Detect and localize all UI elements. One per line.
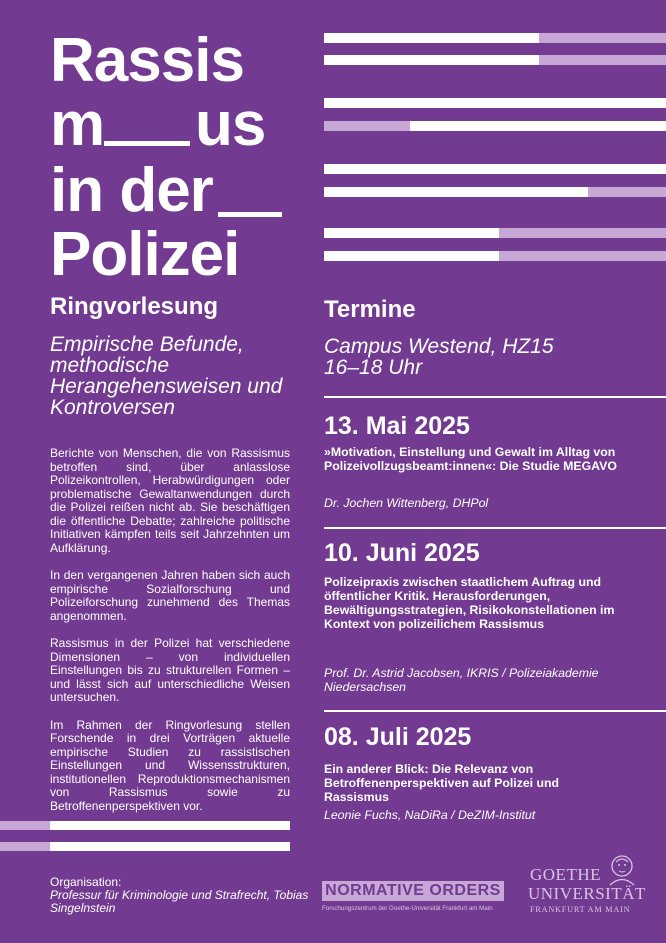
- event-2-speaker: Prof. Dr. Astrid Jacobsen, IKRIS / Polizeiakademie Niedersachsen: [324, 666, 599, 694]
- title-line-2-left: m: [50, 90, 105, 159]
- time: 16–18 Uhr: [324, 356, 423, 379]
- ringvorlesung-heading: Ringvorlesung: [50, 293, 219, 320]
- goethe-logo-line-1: GOETHE: [530, 865, 601, 884]
- stripe: [324, 228, 499, 238]
- normative-orders-logo: NORMATIVE ORDERS: [322, 881, 504, 901]
- lecture-subtitle: Empirische Befunde, methodische Herangehensweisen und Kontroversen: [50, 333, 283, 419]
- divider: [324, 396, 666, 398]
- event-1-title: »Motivation, Einstellung und Gewalt im Alltag von Polizeivollzugsbeamt:innen«: Die Studie MEGAVO: [324, 445, 617, 473]
- stripe: [324, 164, 666, 174]
- goethe-portrait-icon: [604, 852, 640, 886]
- stripe: [324, 98, 666, 108]
- normative-orders-subtitle: Forschungszentrum der Goethe-Universität Frankfurt am Main: [322, 905, 493, 912]
- title-line-3-underline: [218, 212, 282, 217]
- stripe: [324, 187, 588, 197]
- stripe: [0, 821, 50, 830]
- stripe: [539, 33, 666, 43]
- divider: [324, 710, 666, 712]
- title-line-2-right: us: [195, 90, 266, 159]
- title-line-3: in der: [50, 156, 213, 225]
- stripe: [410, 121, 666, 131]
- event-2-date: 10. Juni 2025: [324, 539, 480, 567]
- stripe: [499, 251, 666, 261]
- intro-paragraph-2: In den vergangenen Jahren haben sich auch empirische Sozialforschung und Polizeiforschung zunehmend des Themas angenommen.: [50, 568, 290, 623]
- organisation-label: Organisation:: [50, 875, 122, 889]
- event-1-date: 13. Mai 2025: [324, 412, 470, 440]
- stripe: [499, 228, 666, 238]
- divider: [324, 527, 666, 529]
- intro-text: [50, 447, 290, 827]
- stripe: [50, 842, 290, 851]
- intro-paragraph-4: Im Rahmen der Ringvorlesung stellen Forschende in drei Vorträgen aktuelle empirische Studien zu rassistischen Einstellungen und Wissensstrukturen, institutionellen Reproduktionsmechanismen von Rassismus sowie zu Betroffenenperspektiven vor.: [50, 717, 290, 813]
- stripe: [324, 121, 410, 131]
- stripe: [0, 842, 50, 851]
- event-3-speaker: Leonie Fuchs, NaDiRa / DeZIM-Institut: [324, 808, 536, 822]
- stripe: [324, 33, 539, 43]
- goethe-logo-line-2: UNIVERSITÄT: [528, 884, 646, 903]
- event-3-date: 08. Juli 2025: [324, 723, 472, 751]
- goethe-logo-line-3: FRANKFURT AM MAIN: [530, 905, 631, 914]
- stripe: [588, 187, 666, 197]
- intro-paragraph-1: Berichte von Menschen, die von Rassismus betroffen sind, über anlasslose Polizeikontrollen, Herabwürdigungen oder problematische Gewaltanwendungen durch die Polizei reißen nicht ab. Sie beschäftigen die öffentliche Debatte; zahlreiche politische Initiativen kämpfen teils seit Jahrzehnten um Aufklärung.: [50, 446, 290, 555]
- stripe: [50, 821, 290, 830]
- stripe: [324, 251, 499, 261]
- location: Campus Westend, HZ15: [324, 335, 554, 358]
- location-info: [324, 336, 644, 378]
- event-1-speaker: Dr. Jochen Wittenberg, DHPol: [324, 496, 489, 510]
- title-gap-underline: [104, 141, 190, 146]
- intro-paragraph-3: Rassismus in der Polizei hat verschiedene Dimensionen – von individuellen Einstellungen bis zu strukturellen Formen – und lässt sich auf unterschiedliche Weisen untersuchen.: [50, 636, 290, 704]
- title-line-1: Rassis: [50, 26, 244, 95]
- event-2-title: Polizeipraxis zwischen staatlichem Auftrag und öffentlicher Kritik. Herausforderungen, Bewältigungsstrategien, Risikokonstellationen im Kontext von polizeilichem Rassismus: [324, 575, 615, 631]
- title-line-4: Polizei: [50, 220, 240, 289]
- event-3-title: Ein anderer Blick: Die Relevanz von Betroffenenperspektiven auf Polizei und Rassismus: [324, 762, 560, 804]
- stripe: [539, 55, 666, 65]
- termine-heading: Termine: [324, 296, 416, 323]
- organisation-name: Professur für Kriminologie und Strafrecht, Tobias Singelnstein: [50, 888, 309, 915]
- stripe: [324, 55, 539, 65]
